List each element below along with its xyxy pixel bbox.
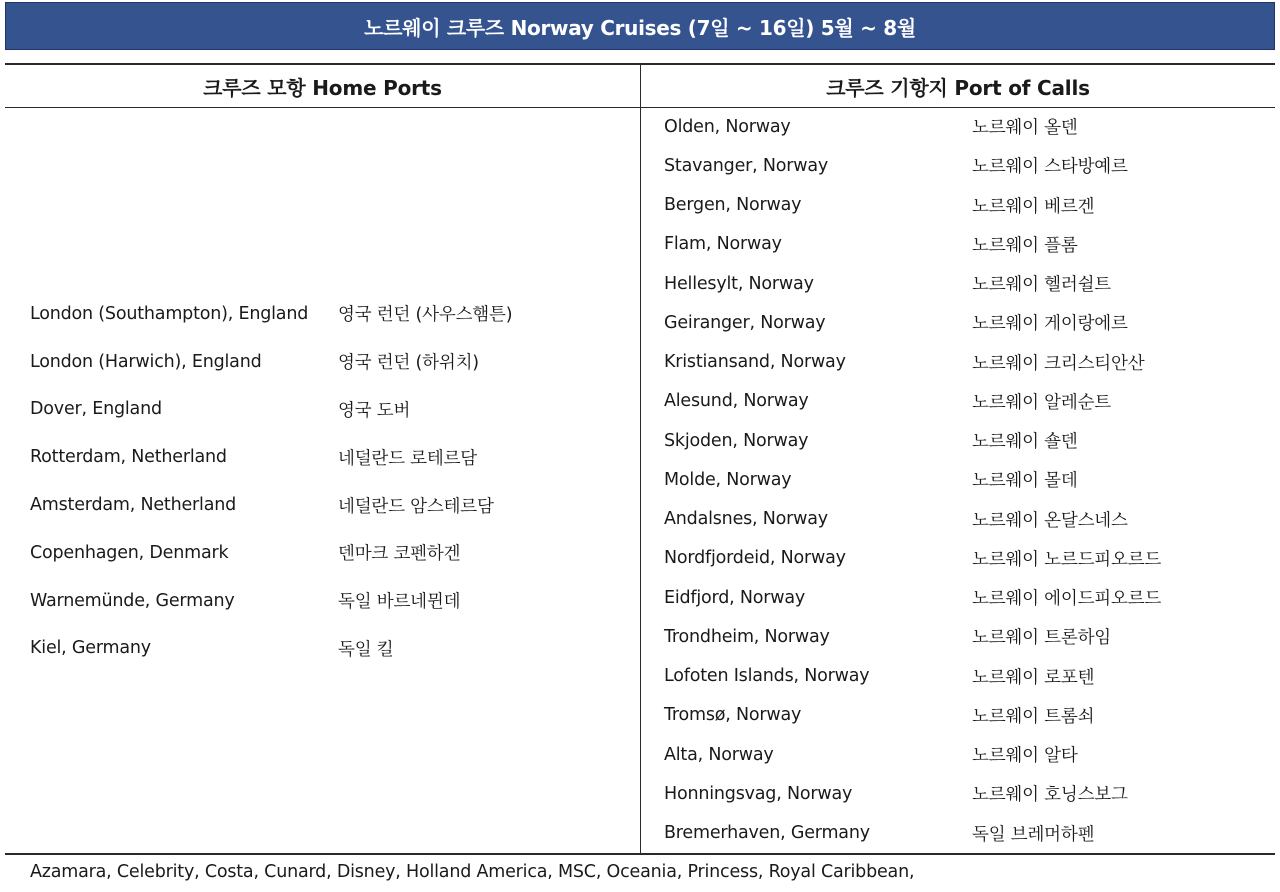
port-name-en: Lofoten Islands, Norway xyxy=(664,666,870,687)
page-title: 노르웨이 크루즈 Norway Cruises (7일 ~ 16일) 5월 ~ 8월 xyxy=(364,15,916,40)
port-name-en: Molde, Norway xyxy=(664,469,792,490)
port-of-call-row xyxy=(664,343,1264,382)
port-name-kr: 노르웨이 알레순트 xyxy=(972,392,1112,413)
port-name-en: Alta, Norway xyxy=(664,744,774,765)
home-port-name-kr: 덴마크 코펜하겐 xyxy=(338,544,461,565)
home-port-name-en: London (Southampton), England xyxy=(30,303,309,324)
port-of-call-row xyxy=(664,186,1264,225)
port-name-kr: 노르웨이 트롬쇠 xyxy=(972,706,1095,727)
port-of-call-row xyxy=(664,774,1264,813)
column-divider xyxy=(640,65,641,853)
port-of-call-row xyxy=(664,107,1264,146)
home-port-row xyxy=(30,481,630,529)
port-name-en: Eidfjord, Norway xyxy=(664,587,806,608)
home-port-name-en: London (Harwich), England xyxy=(30,351,262,372)
port-name-en: Trondheim, Norway xyxy=(664,626,830,647)
port-of-call-row xyxy=(664,382,1264,421)
home-port-name-en: Kiel, Germany xyxy=(30,638,151,659)
port-name-kr: 노르웨이 크리스티안산 xyxy=(972,353,1145,374)
port-of-call-row xyxy=(664,657,1264,696)
port-of-call-row xyxy=(664,814,1264,853)
port-name-kr: 노르웨이 호닝스보그 xyxy=(972,785,1128,806)
port-of-call-row xyxy=(664,578,1264,617)
home-port-row xyxy=(30,625,630,673)
title-banner xyxy=(5,2,1275,50)
port-name-en: Skjoden, Norway xyxy=(664,430,809,451)
port-of-call-row xyxy=(664,146,1264,185)
port-name-en: Hellesylt, Norway xyxy=(664,273,814,294)
table-bottom-rule xyxy=(5,853,1275,855)
port-of-call-row xyxy=(664,735,1264,774)
port-name-en: Olden, Norway xyxy=(664,116,791,137)
home-port-name-en: Warnemünde, Germany xyxy=(30,590,235,611)
port-name-en: Bergen, Norway xyxy=(664,195,802,216)
port-of-call-row xyxy=(664,696,1264,735)
port-name-en: Honningsvag, Norway xyxy=(664,783,853,804)
port-name-kr: 노르웨이 헬러쉴트 xyxy=(972,275,1112,296)
port-of-call-row xyxy=(664,264,1264,303)
ports-of-call-list xyxy=(664,107,1264,853)
ports-of-call-heading: 크루즈 기항지 Port of Calls xyxy=(826,75,1090,100)
home-port-row xyxy=(30,386,630,434)
home-port-name-kr: 네덜란드 로테르담 xyxy=(338,448,478,469)
port-name-en: Flam, Norway xyxy=(664,234,782,255)
home-port-name-en: Copenhagen, Denmark xyxy=(30,542,229,563)
port-of-call-row xyxy=(664,460,1264,499)
port-name-kr: 노르웨이 로포텐 xyxy=(972,667,1095,688)
port-of-call-row xyxy=(664,500,1264,539)
port-name-en: Stavanger, Norway xyxy=(664,155,829,176)
port-of-call-row xyxy=(664,617,1264,656)
port-name-en: Alesund, Norway xyxy=(664,391,809,412)
port-of-call-row xyxy=(664,539,1264,578)
home-port-name-en: Amsterdam, Netherland xyxy=(30,495,237,516)
home-port-name-kr: 영국 도버 xyxy=(338,400,411,421)
port-name-kr: 노르웨이 베르겐 xyxy=(972,196,1095,217)
port-name-kr: 노르웨이 온달스네스 xyxy=(972,510,1128,531)
port-name-kr: 독일 브레머하펜 xyxy=(972,824,1095,845)
port-name-en: Andalsnes, Norway xyxy=(664,509,828,530)
home-port-name-kr: 독일 바르네뮌데 xyxy=(338,592,461,613)
port-of-call-row xyxy=(664,225,1264,264)
port-name-en: Kristiansand, Norway xyxy=(664,352,846,373)
home-port-name-kr: 독일 킬 xyxy=(338,639,394,660)
port-name-en: Bremerhaven, Germany xyxy=(664,823,870,844)
port-name-kr: 노르웨이 플롬 xyxy=(972,235,1078,256)
port-name-kr: 노르웨이 알타 xyxy=(972,746,1078,767)
port-name-en: Geiranger, Norway xyxy=(664,312,826,333)
port-of-call-row xyxy=(664,421,1264,460)
home-port-row xyxy=(30,433,630,481)
port-name-kr: 노르웨이 트론하임 xyxy=(972,628,1112,649)
home-port-name-kr: 영국 런던 (사우스햄튼) xyxy=(338,305,513,326)
home-port-name-en: Rotterdam, Netherland xyxy=(30,447,227,468)
home-port-name-kr: 영국 런던 (하위치) xyxy=(338,353,479,374)
home-port-row xyxy=(30,577,630,625)
port-name-kr: 노르웨이 스타방예르 xyxy=(972,157,1128,178)
home-port-row xyxy=(30,338,630,386)
port-name-en: Tromsø, Norway xyxy=(664,705,802,726)
home-ports-list xyxy=(30,290,630,672)
home-port-name-en: Dover, England xyxy=(30,399,162,420)
home-port-name-kr: 네덜란드 암스테르담 xyxy=(338,496,494,517)
port-name-kr: 노르웨이 숄덴 xyxy=(972,432,1078,453)
home-port-row xyxy=(30,529,630,577)
home-ports-heading: 크루즈 모항 Home Ports xyxy=(203,75,442,100)
port-of-call-row xyxy=(664,303,1264,342)
cruise-lines-text: Azamara, Celebrity, Costa, Cunard, Disney, Holland America, MSC, Oceania, Princess, Royal Caribbean, xyxy=(30,862,915,882)
port-name-kr: 노르웨이 몰데 xyxy=(972,471,1078,492)
port-name-kr: 노르웨이 에이드피오르드 xyxy=(972,589,1162,610)
port-name-kr: 노르웨이 노르드피오르드 xyxy=(972,549,1162,570)
home-port-row xyxy=(30,290,630,338)
port-name-kr: 노르웨이 올덴 xyxy=(972,118,1078,139)
port-name-kr: 노르웨이 게이랑에르 xyxy=(972,314,1128,335)
port-name-en: Nordfjordeid, Norway xyxy=(664,548,846,569)
